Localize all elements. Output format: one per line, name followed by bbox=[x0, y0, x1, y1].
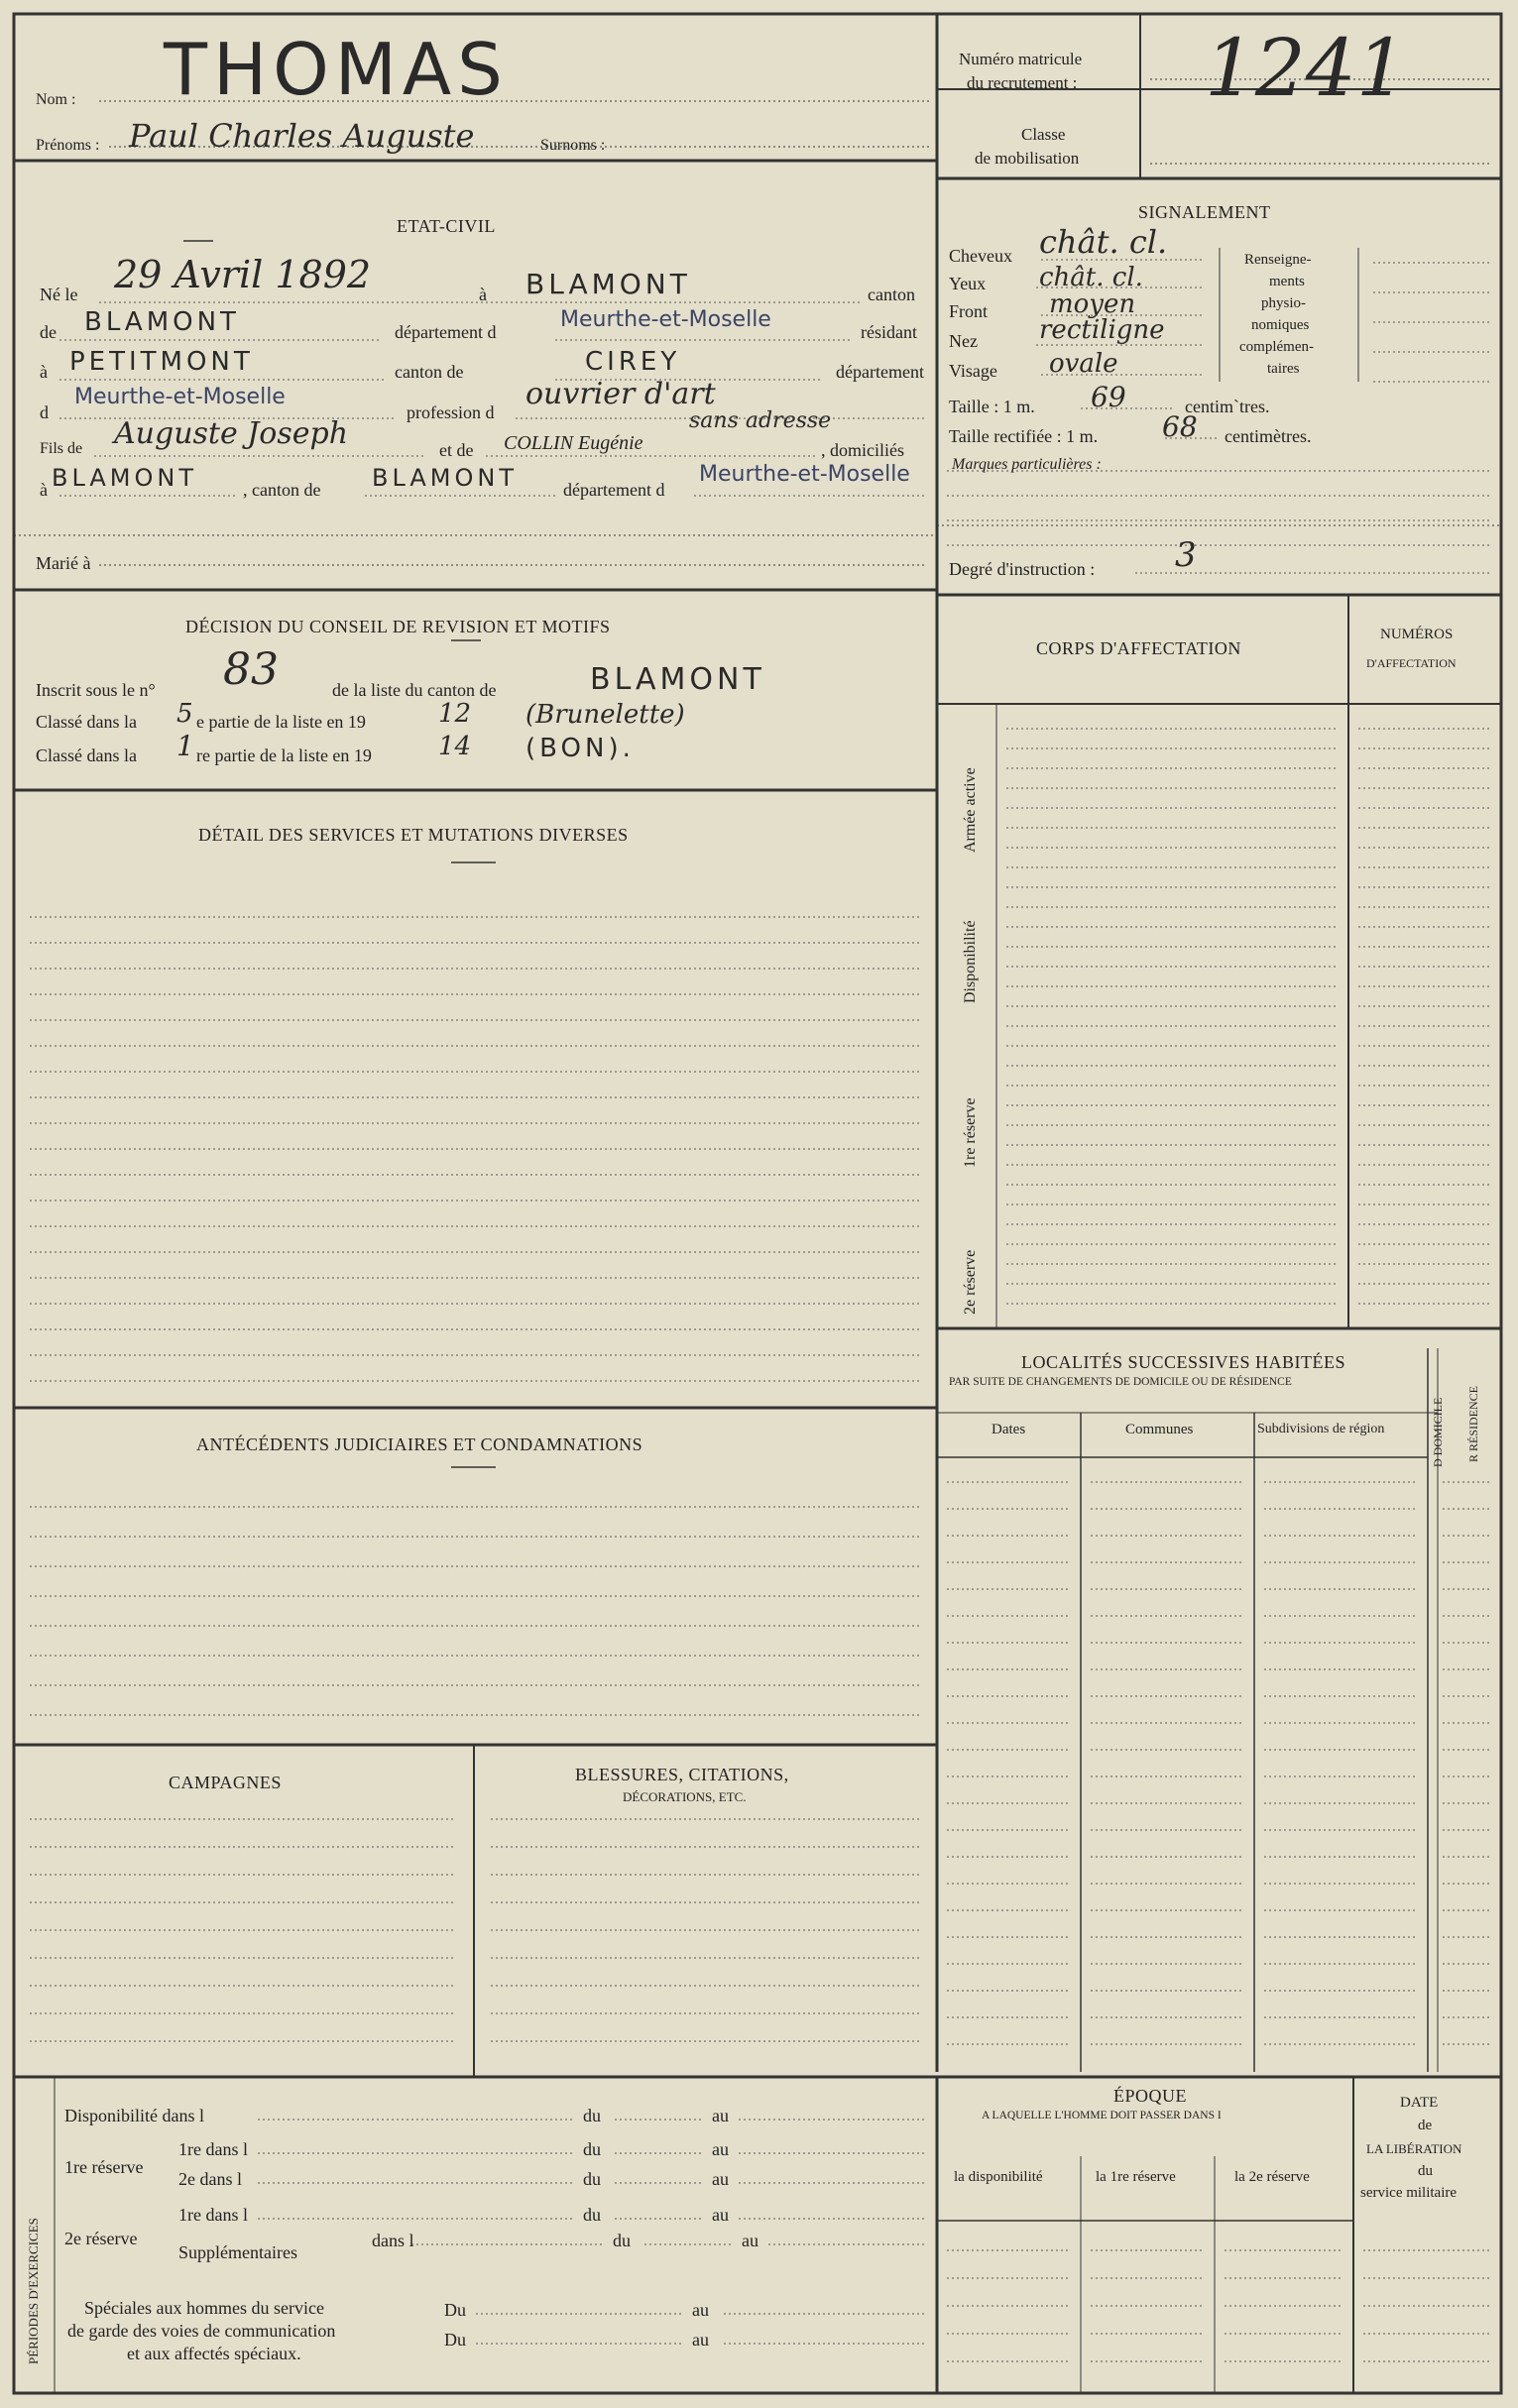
residant-label: résidant bbox=[861, 322, 917, 342]
profession-value: ouvrier d'art bbox=[525, 377, 716, 411]
numeros-2: D'AFFECTATION bbox=[1366, 656, 1457, 670]
taille-rect-label: Taille rectifiée : 1 m. bbox=[949, 426, 1099, 446]
blessures-title: BLESSURES, CITATIONS, bbox=[575, 1765, 789, 1784]
periode-r2a: 1re dans l bbox=[178, 2205, 248, 2225]
periode-au-2: au bbox=[712, 2139, 729, 2159]
departement2-value: Meurthe-et-Moselle bbox=[74, 385, 286, 409]
mother-note: sans adresse bbox=[689, 408, 832, 433]
corps-title: CORPS D'AFFECTATION bbox=[1036, 638, 1241, 658]
date-1: DATE bbox=[1400, 2095, 1439, 2111]
col-dates: Dates bbox=[992, 1422, 1026, 1437]
departement2-label: département bbox=[836, 362, 924, 382]
periode-au-1: au bbox=[712, 2106, 729, 2125]
epoque-title: ÉPOQUE bbox=[1113, 2086, 1187, 2106]
profession-label: profession d bbox=[407, 402, 495, 422]
domicilies-label: , domiciliés bbox=[821, 440, 904, 460]
departement3-label: département d bbox=[563, 480, 665, 500]
classe1-partie: 5 bbox=[176, 699, 193, 729]
father-value: Auguste Joseph bbox=[114, 416, 349, 451]
periode-au-spec-2: au bbox=[692, 2330, 709, 2350]
departement-label: département d bbox=[395, 322, 497, 342]
parents-town-value: BLAMONT bbox=[52, 464, 198, 492]
antecedents-title: ANTÉCÉDENTS JUDICIAIRES ET CONDAMNATIONS bbox=[196, 1434, 643, 1454]
campagnes-title: CAMPAGNES bbox=[169, 1773, 282, 1792]
canton3-value: BLAMONT bbox=[372, 464, 519, 492]
epoque-col3: la 2e réserve bbox=[1234, 2169, 1310, 2185]
a-label: à bbox=[479, 285, 487, 304]
col-subdivisions: Subdivisions de région bbox=[1257, 1422, 1385, 1436]
classe1-label-b: e partie de la liste en 19 bbox=[196, 712, 366, 732]
cheveux-value: chât. cl. bbox=[1039, 223, 1168, 261]
blessures-subtitle: DÉCORATIONS, ETC. bbox=[623, 1789, 747, 1804]
mother-value: COLLIN Eugénie bbox=[504, 432, 643, 454]
d-label: d bbox=[40, 402, 49, 422]
corps-section-1re-reserve: 1re réserve bbox=[962, 1097, 979, 1168]
prenoms-label: Prénoms : bbox=[36, 137, 100, 154]
taille-rect-unit: centimètres. bbox=[1225, 426, 1312, 446]
birthplace-value: BLAMONT bbox=[525, 268, 691, 300]
departement-value: Meurthe-et-Moselle bbox=[560, 307, 771, 332]
nez-value: rectiligne bbox=[1039, 315, 1165, 345]
canton-label: canton bbox=[868, 285, 915, 304]
a3-label: à bbox=[40, 480, 48, 500]
signalement-title: SIGNALEMENT bbox=[1138, 202, 1271, 222]
degre-label: Degré d'instruction : bbox=[949, 559, 1096, 579]
col-residence: R RÉSIDENCE bbox=[1466, 1385, 1480, 1462]
ne-le-label: Né le bbox=[40, 285, 78, 304]
nom-value: THOMAS bbox=[164, 28, 509, 111]
periode-du-1: du bbox=[583, 2106, 601, 2125]
classe2-note: (BON). bbox=[525, 734, 635, 763]
periode-supp: Supplémentaires bbox=[178, 2242, 297, 2262]
epoque-subtitle: A LAQUELLE L'HOMME DOIT PASSER DANS I bbox=[982, 2110, 1222, 2121]
epoque-col1: la disponibilité bbox=[954, 2169, 1043, 2185]
canton3-label: , canton de bbox=[243, 480, 321, 500]
rens-4: nomiques bbox=[1251, 317, 1310, 333]
periodes-side-label: PÉRIODES D'EXERCICES bbox=[26, 2218, 41, 2364]
decision-title: DÉCISION DU CONSEIL DE REVISION ET MOTIFS bbox=[185, 617, 611, 636]
yeux-value: chât. cl. bbox=[1039, 263, 1143, 292]
fils-label: Fils de bbox=[40, 440, 83, 457]
taille-rect-value: 68 bbox=[1162, 410, 1198, 443]
periode-du-3: du bbox=[583, 2169, 601, 2189]
periode-dans: dans l bbox=[372, 2231, 414, 2250]
numeros-1: NUMÉROS bbox=[1380, 627, 1454, 642]
inscrit-label: Inscrit sous le n° bbox=[36, 680, 156, 700]
corps-section-armee-active: Armée active bbox=[962, 767, 979, 853]
canton2-value: CIREY bbox=[585, 347, 681, 377]
front-value: moyen bbox=[1049, 289, 1136, 319]
ne-le-value: 29 Avril 1892 bbox=[114, 253, 372, 296]
periode-du-5: du bbox=[613, 2231, 631, 2250]
canton-value: BLAMONT bbox=[84, 307, 240, 337]
periode-spec-3: et aux affectés spéciaux. bbox=[127, 2344, 301, 2363]
periode-du-2: du bbox=[583, 2139, 601, 2159]
rens-3: physio- bbox=[1261, 295, 1306, 311]
date-4: du bbox=[1418, 2163, 1433, 2179]
matricule-value: 1241 bbox=[1205, 22, 1407, 114]
matricule-label-2: du recrutement : bbox=[967, 73, 1078, 92]
liste-value: BLAMONT bbox=[590, 662, 765, 697]
residence-value: PETITMONT bbox=[69, 347, 254, 377]
col-communes: Communes bbox=[1125, 1422, 1194, 1437]
classe2-partie: 1 bbox=[176, 730, 194, 762]
canton2-label: canton de bbox=[395, 362, 464, 382]
epoque-col2: la 1re réserve bbox=[1096, 2169, 1176, 2185]
periode-r1a: 1re dans l bbox=[178, 2139, 248, 2159]
rens-1: Renseigne- bbox=[1244, 252, 1312, 268]
marie-label: Marié à bbox=[36, 553, 91, 573]
classe1-year: 12 bbox=[438, 699, 472, 729]
classe1-label-a: Classé dans la bbox=[36, 712, 137, 732]
services-title: DÉTAIL DES SERVICES ET MUTATIONS DIVERSES bbox=[198, 825, 629, 845]
periode-au-5: au bbox=[742, 2231, 759, 2250]
cheveux-label: Cheveux bbox=[949, 246, 1012, 266]
classe1-note: (Brunelette) bbox=[525, 700, 685, 730]
rens-6: taires bbox=[1267, 361, 1300, 377]
nom-label: Nom : bbox=[36, 91, 76, 108]
taille-unit: centim`tres. bbox=[1185, 397, 1270, 416]
classe2-year: 14 bbox=[438, 732, 472, 761]
classe2-label-a: Classé dans la bbox=[36, 745, 137, 765]
localites-title-1: LOCALITÉS SUCCESSIVES HABITÉES bbox=[1021, 1352, 1346, 1372]
taille-label: Taille : 1 m. bbox=[949, 397, 1035, 416]
de-label: de bbox=[40, 322, 57, 342]
yeux-label: Yeux bbox=[949, 274, 987, 293]
corps-section-disponibilite: Disponibilité bbox=[962, 920, 979, 1003]
corps-section-2e-reserve: 2e réserve bbox=[962, 1249, 979, 1315]
prenoms-value: Paul Charles Auguste bbox=[129, 117, 475, 155]
periode-au-4: au bbox=[712, 2205, 729, 2225]
taille-value: 69 bbox=[1091, 381, 1126, 413]
localites-title-2: PAR SUITE DE CHANGEMENTS DE DOMICILE OU DE RÉSIDENCE bbox=[949, 1376, 1292, 1388]
classe-label-2: de mobilisation bbox=[975, 149, 1080, 168]
degre-value: 3 bbox=[1175, 535, 1197, 575]
date-3: LA LIBÉRATION bbox=[1366, 2141, 1462, 2156]
liste-label: de la liste du canton de bbox=[332, 680, 497, 700]
marques-label: Marques particulières : bbox=[952, 456, 1102, 473]
periode-r2: 2e réserve bbox=[64, 2229, 138, 2248]
periode-Du-1: Du bbox=[444, 2300, 466, 2320]
date-2: de bbox=[1418, 2118, 1433, 2133]
date-5: service militaire bbox=[1360, 2185, 1458, 2201]
periode-du-4: du bbox=[583, 2205, 601, 2225]
visage-label: Visage bbox=[949, 361, 997, 381]
col-domicile: D DOMICILE bbox=[1431, 1397, 1445, 1467]
surnoms-label: Surnoms : bbox=[540, 137, 606, 154]
periode-spec-1: Spéciales aux hommes du service bbox=[84, 2298, 324, 2318]
etat-civil-title: ETAT-CIVIL bbox=[397, 216, 496, 236]
periode-au-3: au bbox=[712, 2169, 729, 2189]
periode-au-spec-1: au bbox=[692, 2300, 709, 2320]
departement3-value: Meurthe-et-Moselle bbox=[699, 462, 910, 487]
periode-r1b: 2e dans l bbox=[178, 2169, 242, 2189]
classe-label-1: Classe bbox=[1021, 125, 1066, 144]
periode-dispo: Disponibilité dans l bbox=[64, 2106, 204, 2125]
et-de-label: et de bbox=[439, 440, 474, 460]
periode-r1: 1re réserve bbox=[64, 2157, 144, 2177]
periode-Du-2: Du bbox=[444, 2330, 466, 2350]
periode-spec-2: de garde des voies de communication bbox=[67, 2321, 336, 2341]
matricule-label-1: Numéro matricule bbox=[959, 50, 1083, 68]
visage-value: ovale bbox=[1049, 349, 1118, 379]
classe2-label-b: re partie de la liste en 19 bbox=[196, 745, 372, 765]
front-label: Front bbox=[949, 301, 989, 321]
rens-2: ments bbox=[1269, 274, 1305, 289]
a2-label: à bbox=[40, 362, 48, 382]
inscrit-value: 83 bbox=[223, 644, 279, 695]
rens-5: complémen- bbox=[1239, 339, 1314, 355]
nez-label: Nez bbox=[949, 331, 978, 351]
